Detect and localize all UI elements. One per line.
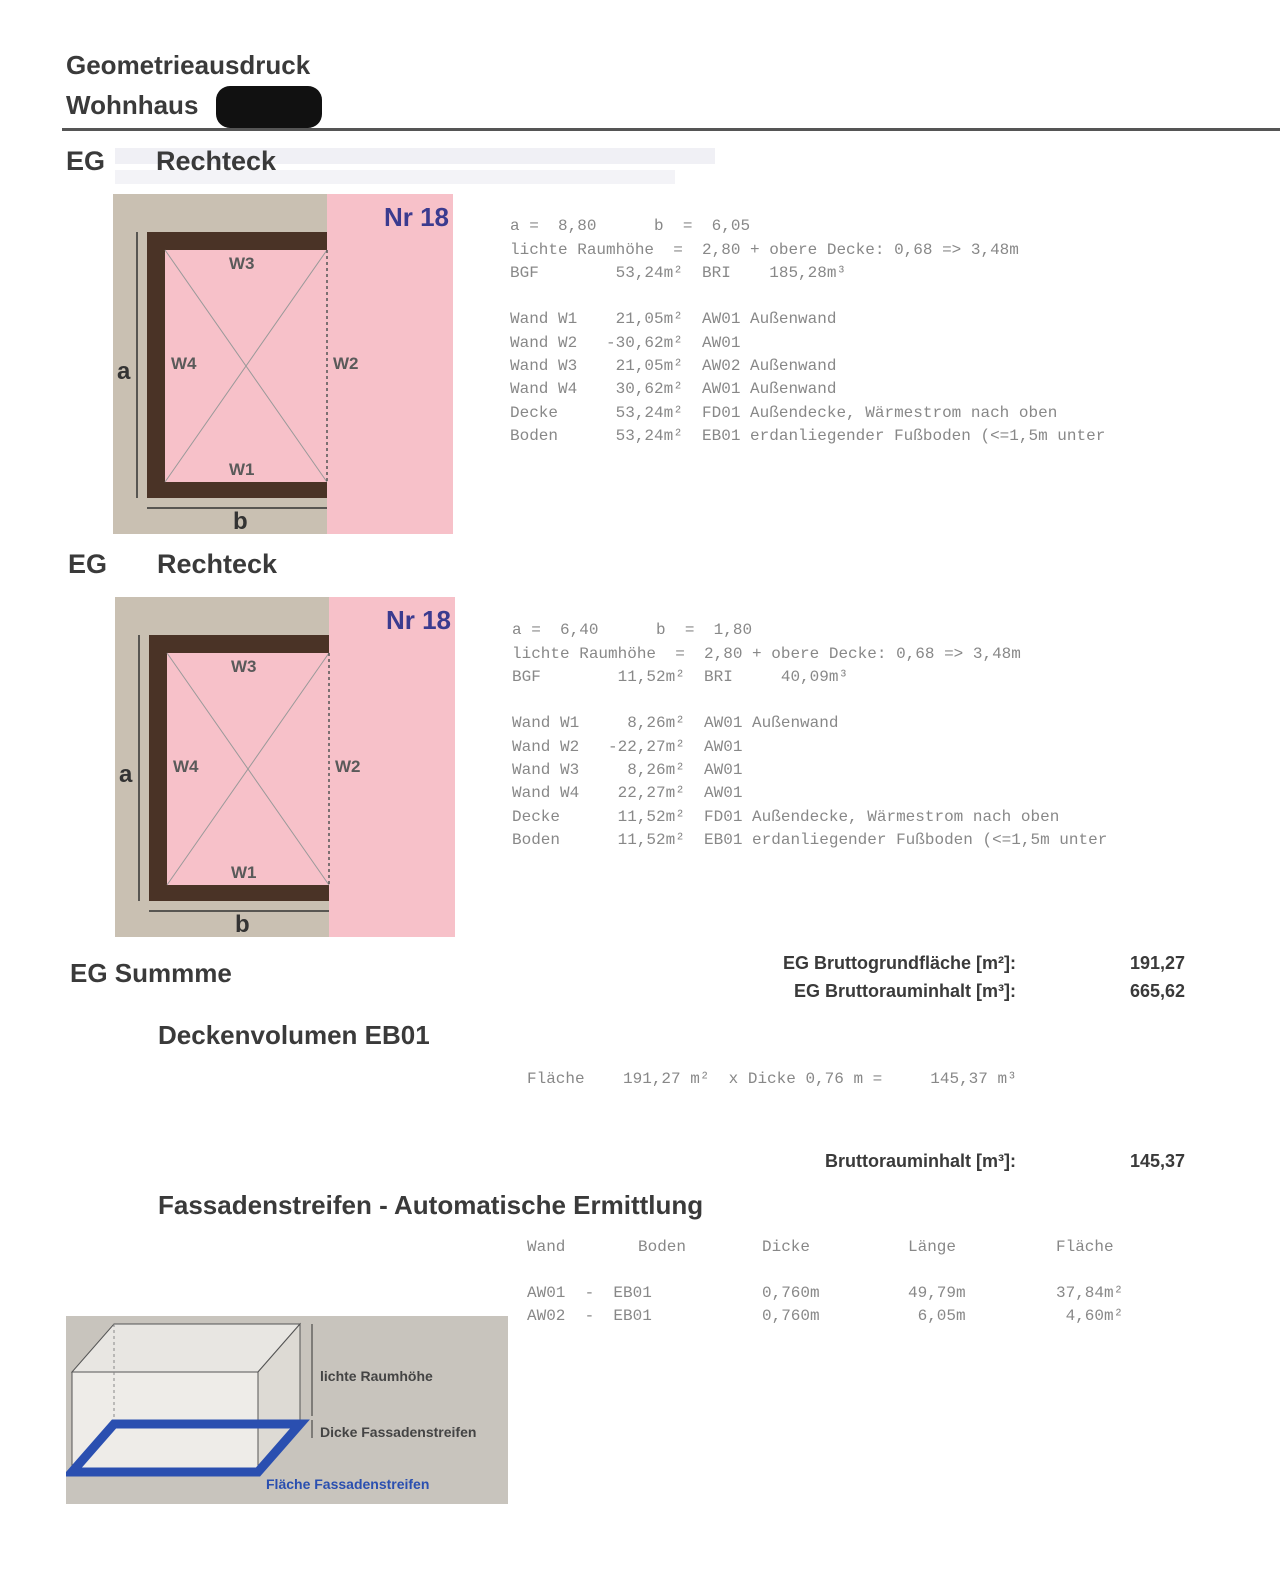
wall-label-w1: W1 — [229, 460, 255, 479]
summary-bgf-value: 191,27 — [1129, 953, 1185, 973]
wall-label-w1: W1 — [231, 863, 257, 882]
table-row-laenge: 49,79m — [908, 1284, 966, 1302]
data-line: Wand W2 -30,62m² AW01 — [510, 333, 741, 352]
label-room-height: lichte Raumhöhe — [320, 1368, 433, 1384]
table-header-boden: Boden — [638, 1238, 687, 1256]
table-header-wand: Wand — [527, 1238, 566, 1256]
data-line: Wand W4 22,27m² AW01 — [512, 784, 743, 803]
table-header-laenge: Länge — [908, 1238, 957, 1256]
summary-bgf-label: EG Bruttogrundfläche [m²]: — [783, 953, 1016, 973]
room-sketch — [115, 597, 455, 937]
table-row-wand: AW01 - EB01 — [527, 1284, 652, 1302]
wall-label-w3: W3 — [231, 657, 257, 676]
room-sketch-drawing — [115, 597, 455, 937]
data-line: Decke 11,52m² FD01 Außendecke, Wärmestrom nach oben — [512, 807, 1060, 826]
table-header-dicke: Dicke — [762, 1238, 811, 1256]
data-line: Decke 53,24m² FD01 Außendecke, Wärmestrom nach oben — [510, 403, 1058, 422]
data-line: Wand W4 30,62m² AW01 Außenwand — [510, 380, 837, 399]
document-subtitle: Wohnhaus — [66, 90, 199, 120]
data-line: Boden 11,52m² EB01 erdanliegender Fußboden (<=1,5m unter — [512, 830, 1108, 849]
table-row-flaeche: 4,60m² — [1056, 1307, 1124, 1325]
data-line: a = 6,40 b = 1,80 — [512, 621, 753, 640]
fassade-diagram — [66, 1316, 508, 1504]
header-rule — [62, 128, 1280, 131]
redaction-box — [216, 86, 322, 128]
label-strip-thickness: Dicke Fassadenstreifen — [320, 1424, 477, 1440]
dimension-a: a — [119, 761, 133, 788]
data-line: Wand W3 8,26m² AW01 — [512, 761, 743, 780]
data-line: Boden 53,24m² EB01 erdanliegender Fußboden (<=1,5m unter — [510, 426, 1106, 445]
section-shape: Rechteck — [157, 549, 278, 579]
dimension-a: a — [117, 358, 131, 385]
section-floor: EG — [66, 146, 106, 176]
data-line: Wand W1 8,26m² AW01 Außenwand — [512, 714, 839, 733]
summary-bri-label: EG Bruttorauminhalt [m³]: — [794, 981, 1016, 1001]
summary-bri-value: 665,62 — [1129, 981, 1185, 1001]
summary-title: EG Summme — [70, 958, 232, 988]
table-row-wand: AW02 - EB01 — [527, 1307, 652, 1325]
section-shape: Rechteck — [156, 146, 277, 176]
dimension-b: b — [235, 911, 250, 938]
dimension-b: b — [233, 508, 248, 535]
wall-label-w4: W4 — [171, 354, 197, 373]
section-data — [510, 192, 1105, 472]
table-row-dicke: 0,760m — [762, 1307, 820, 1325]
data-line: Wand W1 21,05m² AW01 Außenwand — [510, 310, 837, 329]
data-line — [510, 285, 1105, 308]
room-sketch-drawing — [113, 194, 453, 534]
data-line: Wand W2 -22,27m² AW01 — [512, 737, 743, 756]
document-title: Geometrieausdruck — [66, 50, 311, 80]
decke-total-value: 145,37 — [1129, 1151, 1185, 1171]
table-row-laenge: 6,05m — [908, 1307, 966, 1325]
data-line: lichte Raumhöhe = 2,80 + obere Decke: 0,68 => 3,48m — [512, 644, 1021, 663]
room-sketch — [113, 194, 453, 534]
room-number: Nr 18 — [383, 202, 449, 232]
decke-total-label: Bruttorauminhalt [m³]: — [825, 1151, 1016, 1171]
table-row-flaeche: 37,84m² — [1056, 1284, 1124, 1302]
data-line: a = 8,80 b = 6,05 — [510, 217, 751, 236]
wall-label-w2: W2 — [335, 757, 361, 776]
data-line: BGF 53,24m² BRI 185,28m³ — [510, 263, 847, 282]
section-data — [512, 596, 1107, 876]
wall-label-w3: W3 — [229, 254, 255, 273]
wall-label-w2: W2 — [333, 354, 359, 373]
decke-calculation: Fläche 191,27 m² x Dicke 0,76 m = 145,37 m³ — [527, 1070, 1017, 1088]
room-number: Nr 18 — [385, 605, 451, 635]
wall-label-w4: W4 — [173, 757, 199, 776]
data-line: lichte Raumhöhe = 2,80 + obere Decke: 0,68 => 3,48m — [510, 240, 1019, 259]
data-line — [512, 689, 1107, 712]
table-row-dicke: 0,760m — [762, 1284, 820, 1302]
section-floor: EG — [68, 549, 108, 579]
data-line: Wand W3 21,05m² AW02 Außenwand — [510, 357, 837, 376]
data-line: BGF 11,52m² BRI 40,09m³ — [512, 667, 849, 686]
table-header-flaeche: Fläche — [1056, 1238, 1114, 1256]
decke-title: Deckenvolumen EB01 — [158, 1020, 430, 1050]
fassade-title: Fassadenstreifen - Automatische Ermittlung — [158, 1190, 704, 1220]
label-strip-area: Fläche Fassadenstreifen — [266, 1476, 430, 1492]
